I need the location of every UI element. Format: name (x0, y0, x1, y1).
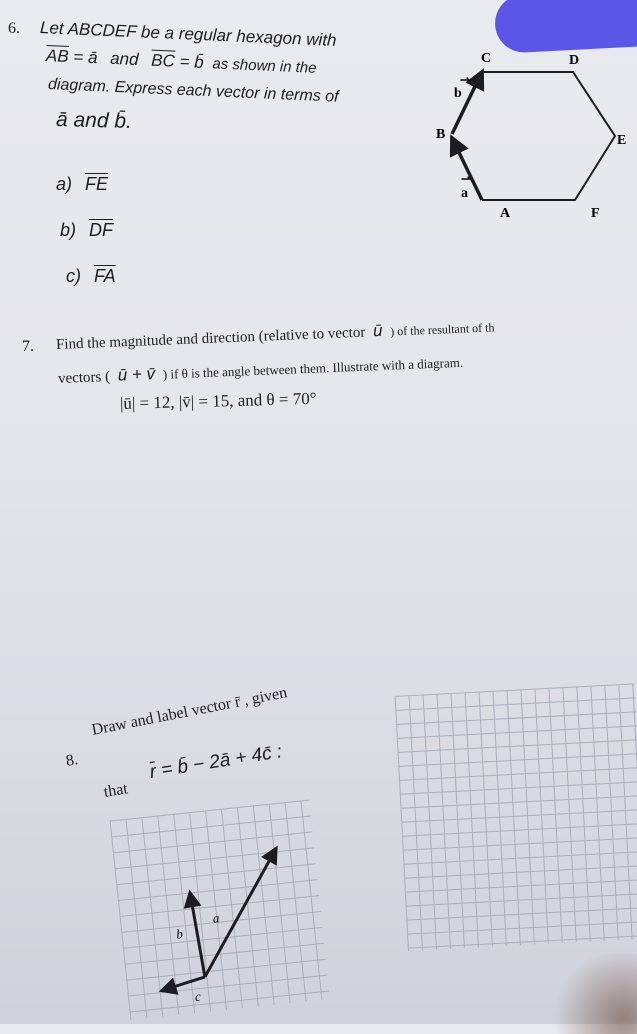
grid-line (521, 690, 534, 945)
grid-line (301, 801, 322, 1000)
q8-that: that (102, 780, 129, 801)
grid-line (507, 691, 520, 946)
grid-line (401, 796, 637, 809)
grid-line (396, 698, 636, 711)
grid-line (395, 684, 635, 697)
grid-line (451, 694, 464, 949)
bar-b: ⇀ (460, 73, 471, 87)
part-label: c) (66, 266, 81, 286)
q6-line1: Let ABCDEF be a regular hexagon with (39, 18, 337, 50)
label-b: b (454, 86, 462, 101)
q7-text-1-end: ) of the resultant of th (389, 320, 495, 339)
grid-line (437, 694, 450, 949)
q7-text-2-end: ) if θ is the angle between them. Illustrate with a diagram. (162, 354, 464, 382)
sketch-grid (99, 789, 341, 1031)
sketch-label-b: b (175, 926, 184, 942)
grid-line (402, 824, 637, 837)
grid-line (408, 936, 637, 949)
vec-bc: $\overline{BC}$ (150, 50, 176, 71)
graph-paper-grid (389, 654, 637, 957)
part-vector: $\overline{FA}$ (94, 266, 116, 286)
bar-a: ⇀ (461, 172, 472, 186)
part-vector: $\overline{DF}$ (89, 220, 114, 240)
grid-line (535, 689, 548, 944)
grid-line (479, 692, 492, 947)
grid-line (397, 726, 637, 739)
and-word: and (109, 48, 139, 70)
eq-a: = ā (73, 47, 98, 68)
grid-line (405, 866, 637, 879)
grid-line (465, 693, 478, 948)
q6-part-a (56, 174, 108, 195)
q6-line3: diagram. Express each vector in terms of (47, 76, 339, 106)
grid-line (110, 800, 309, 821)
part-vector: $\overline{FE}$ (85, 174, 109, 194)
q7-line1 (56, 316, 495, 354)
q6-part-c (66, 266, 116, 287)
grid-line (395, 696, 408, 951)
grid-line (549, 688, 562, 943)
sketch-label-a: a (212, 910, 221, 926)
q6-line4: ā and b̄. (55, 108, 133, 133)
q7-line2 (58, 352, 464, 388)
q7-number: 7. (22, 338, 34, 355)
grid-line (493, 691, 506, 946)
hexagon-outline (482, 72, 615, 200)
grid-line (409, 696, 422, 951)
grid-line (400, 768, 637, 781)
grid-line (402, 810, 637, 823)
q7-text-1: Find the magnitude and direction (relative to vector (55, 324, 366, 353)
grid-line (399, 754, 637, 767)
vector-sum: ū + v̄ (117, 364, 156, 385)
grid-line (400, 782, 637, 795)
q6-part-b (60, 220, 113, 241)
vertex-a: A (500, 206, 511, 221)
q7-text-2: vectors ( (57, 368, 111, 387)
q7-givens: |ū| = 12, |v̄| = 15, and θ = 70° (119, 388, 317, 413)
as-shown: as shown in the (212, 55, 317, 77)
grid-line (633, 684, 637, 939)
grid-line (397, 712, 637, 725)
hexagon-diagram (430, 40, 637, 230)
grid-line (591, 686, 604, 941)
part-label: a) (56, 174, 73, 194)
sketch-label-c: c (194, 988, 202, 1005)
grid-line (619, 685, 632, 940)
eq-b: = b̄ (179, 51, 205, 72)
q8-number: 8. (64, 751, 80, 770)
vector-u: ū (372, 320, 383, 341)
grid-line (405, 880, 637, 893)
vertex-c: C (481, 51, 492, 66)
grid-line (577, 687, 590, 942)
vertex-f: F (591, 206, 600, 221)
vertex-d: D (569, 53, 580, 68)
q6-line2 (46, 46, 317, 78)
grid-line (398, 740, 637, 753)
vertex-b: B (436, 127, 446, 142)
part-label: b) (60, 220, 77, 240)
vertex-e: E (617, 133, 627, 148)
grid-line (605, 685, 618, 940)
q8-line1: Draw and label vector r̄ , given (90, 684, 289, 739)
label-a: a (461, 186, 468, 201)
q8-equation: r̄ = b̄ − 2ā + 4c̄ : (148, 741, 284, 783)
page-shadow (527, 954, 637, 1034)
q6-number: 6. (8, 20, 20, 37)
grid-line (408, 922, 637, 935)
vec-ab: $\overline{AB}$ (45, 46, 70, 66)
grid-line (423, 695, 436, 950)
grid-line (404, 852, 637, 865)
grid-line (563, 688, 576, 943)
grid-line (403, 838, 637, 851)
